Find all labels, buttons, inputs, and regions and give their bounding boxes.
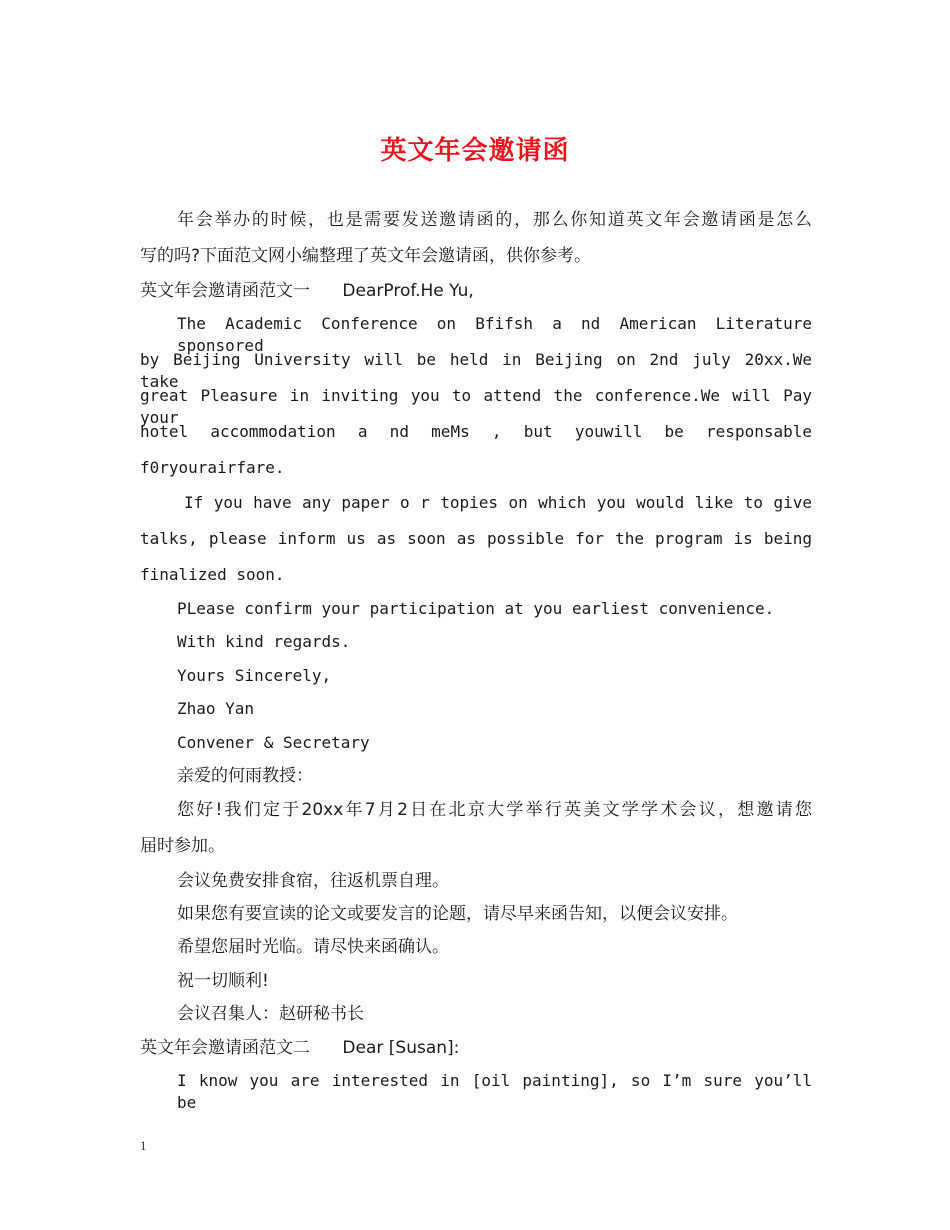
page-number: 1 <box>140 1138 147 1153</box>
paragraph-line: The Academic Conference on Bfifsh a nd American Literature sponsored <box>177 314 812 355</box>
paragraph-line: Yours Sincerely, <box>177 666 332 685</box>
paragraph-line: 如果您有要宣读的论文或要发言的论题，请尽早来函告知，以便会议安排。 <box>177 904 738 924</box>
paragraph-line: PLease confirm your participation at you earliest convenience. <box>177 599 775 618</box>
paragraph-line: talks, please inform us as soon as possible for the program is being <box>140 529 812 548</box>
paragraph-line: Convener & Secretary <box>177 733 370 752</box>
paragraph-line: 写的吗?下面范文网小编整理了英文年会邀请函，供你参考。 <box>140 246 592 266</box>
paragraph-line: Zhao Yan <box>177 699 255 718</box>
paragraph-line: 届时参加。 <box>140 836 225 856</box>
paragraph-line: 会议召集人：赵研秘书长 <box>177 1004 364 1024</box>
section-heading-line: 英文年会邀请函范文一 DearProf.He Yu, <box>140 281 474 301</box>
paragraph-line: 会议免费安排食宿，往返机票自理。 <box>177 871 449 891</box>
paragraph-line: With kind regards. <box>177 632 351 651</box>
paragraph-line: If you have any paper o r topies on which you would like to give <box>184 493 812 512</box>
paragraph-line: 年会举办的时候，也是需要发送邀请函的，那么你知道英文年会邀请函是怎么 <box>177 210 812 230</box>
section-heading-line: 英文年会邀请函范文二 Dear [Susan]: <box>140 1038 460 1058</box>
paragraph-line: great Pleasure in inviting you to attend the conference.We will Pay your <box>140 386 812 427</box>
document-title: 英文年会邀请函 <box>380 136 570 166</box>
paragraph-line: I know you are interested in [oil painting], so I’m sure you’ll be <box>177 1071 812 1112</box>
paragraph-line: 您好!我们定于20xx年7月2日在北京大学举行英美文学学术会议，想邀请您 <box>177 800 812 820</box>
paragraph-line: finalized soon. <box>140 565 285 584</box>
paragraph-line: 希望您届时光临。请尽快来函确认。 <box>177 937 449 957</box>
paragraph-line: f0ryourairfare. <box>140 458 285 477</box>
paragraph-line: 亲爱的何雨教授： <box>177 766 313 786</box>
paragraph-line: 祝一切顺利! <box>177 971 269 991</box>
paragraph-line: hotel accommodation a nd meMs , but youwill be responsable <box>140 422 812 441</box>
paragraph-line: by Beijing University will be held in Beijing on 2nd july 20xx.We take <box>140 350 812 391</box>
